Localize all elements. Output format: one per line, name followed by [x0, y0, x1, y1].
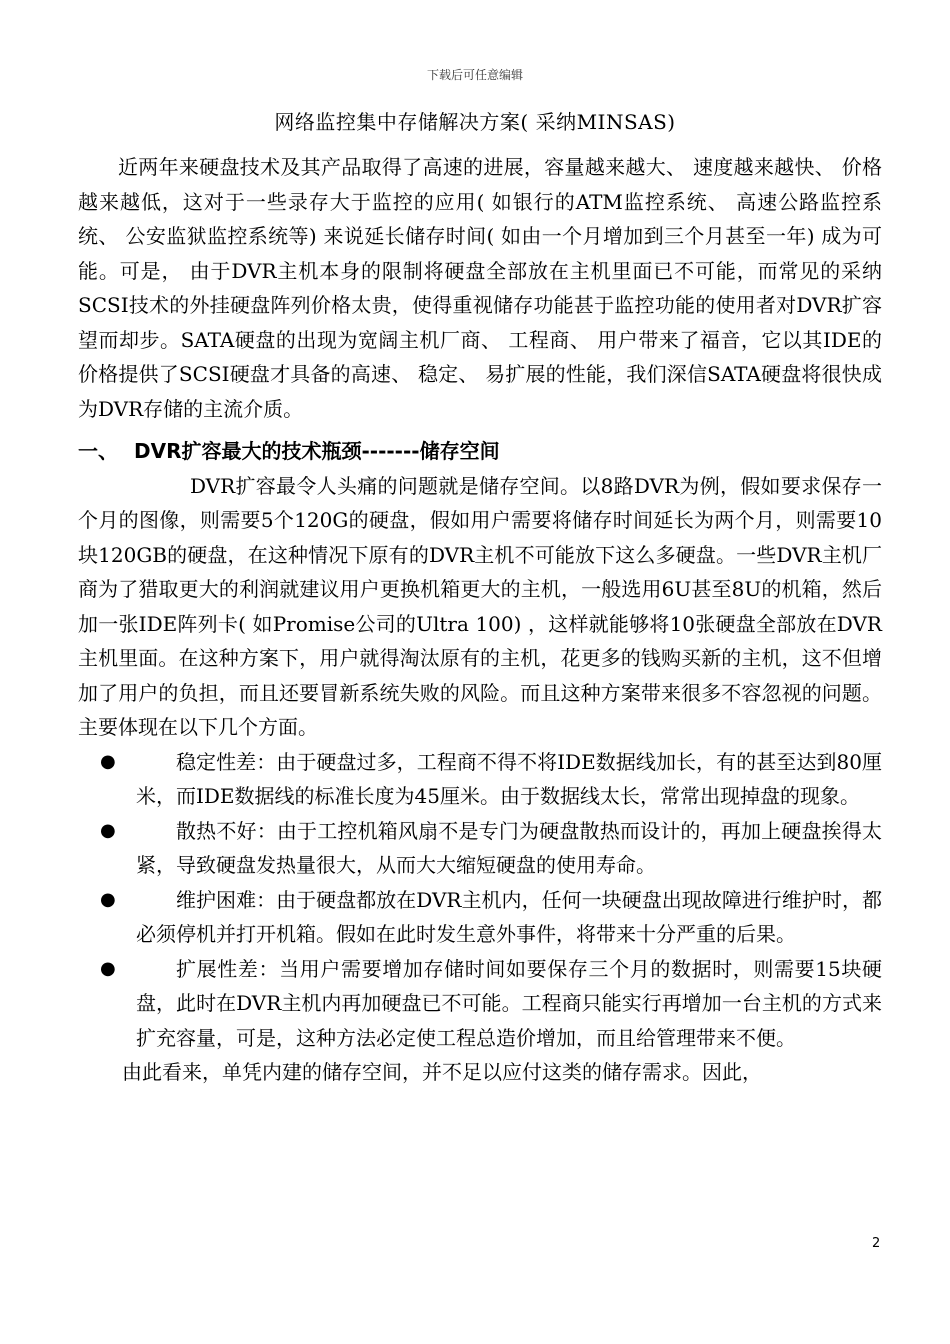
closing-paragraph: 由此看来，单凭内建的储存空间，并不足以应付这类的储存需求。因此，: [122, 1060, 762, 1084]
bullet-icon: ●: [100, 957, 116, 979]
section-title: DVR扩容最大的技术瓶颈-------储存空间: [134, 439, 500, 463]
issue-list: [78, 745, 882, 1056]
list-item: [78, 952, 882, 1056]
bullet-icon: ●: [100, 819, 116, 841]
list-item-text: 散热不好：由于工控机箱风扇不是专门为硬盘散热而设计的，再加上硬盘挨得太紧，导致硬盘发热量很大，从而大大缩短硬盘的使用寿命。: [136, 818, 882, 877]
page-number: 2: [872, 1236, 881, 1251]
list-item-text: 稳定性差：由于硬盘过多，工程商不得不将IDE数据线加长，有的甚至达到80厘米，而IDE数据线的标准长度为45厘米。由于数据线太长，常常出现掉盘的现象。: [136, 749, 882, 808]
list-item: [78, 814, 882, 883]
section-heading: [78, 434, 882, 469]
intro-paragraph: 近两年来硬盘技术及其产品取得了高速的进展，容量越来越大、 速度越来越快、 价格越来越低，这对于一些录存大于监控的应用( 如银行的ATM监控系统、 高速公路监控系统、 公安监狱监控系统等) 来说延长储存时间( 如由一个月增加到三个月甚至一年) 成为可能。可是， 由于DVR主机本身的限制将硬盘全部放在主机里面已不可能，而常见的采纳SCSI技术的外挂硬盘阵列价格太贵，使得重视储存功能甚于监控功能的使用者对DVR扩容望而却步。SATA硬盘的出现为宽阔主机厂商、 工程商、 用户带来了福音，它以其IDE的价格提供了SCSI硬盘才具备的高速、 稳定、 易扩展的性能，我们深信SATA硬盘将很快成为DVR存储的主流介质。: [78, 155, 882, 421]
bullet-icon: ●: [100, 888, 116, 910]
list-item: [78, 745, 882, 814]
bullet-icon: ●: [100, 750, 116, 772]
list-item-text: 维护困难：由于硬盘都放在DVR主机内，任何一块硬盘出现故障进行维护时，都必须停机并打开机箱。假如在此时发生意外事件，将带来十分严重的后果。: [136, 887, 882, 946]
document-title: 网络监控集中存储解决方案( 采纳MINSAS): [274, 110, 676, 134]
page-header: 下载后可任意编辑: [426, 68, 523, 82]
section-paragraph: DVR扩容最令人头痛的问题就是储存空间。以8路DVR为例，假如要求保存一个月的图像，则需要5个120G的硬盘，假如用户需要将储存时间延长为两个月，则需要10块120GB的硬盘，在这种情况下原有的DVR主机不可能放下这么多硬盘。一些DVR主机厂商为了猎取更大的利润就建议用户更换机箱更大的主机，一般选用6U甚至8U的机箱，然后加一张IDE阵列卡( 如Promise公司的Ultra 100) ，这样就能够将10张硬盘全部放在DVR主机里面。在这种方案下，用户就得淘汰原有的主机，花更多的钱购买新的主机，这不但增加了用户的负担，而且还要冒新系统失败的风险。而且这种方案带来很多不容忽视的问题。主要体现在以下几个方面。: [78, 473, 882, 739]
list-item: [78, 883, 882, 952]
document-body: [78, 150, 882, 1090]
list-item-text: 扩展性差：当用户需要增加存储时间如要保存三个月的数据时，则需要15块硬盘，此时在DVR主机内再加硬盘已不可能。工程商只能实行再增加一台主机的方式来扩充容量，可是，这种方法必定使工程总造价增加，而且给管理带来不便。: [136, 956, 882, 1050]
section-number: 一、: [78, 439, 118, 463]
